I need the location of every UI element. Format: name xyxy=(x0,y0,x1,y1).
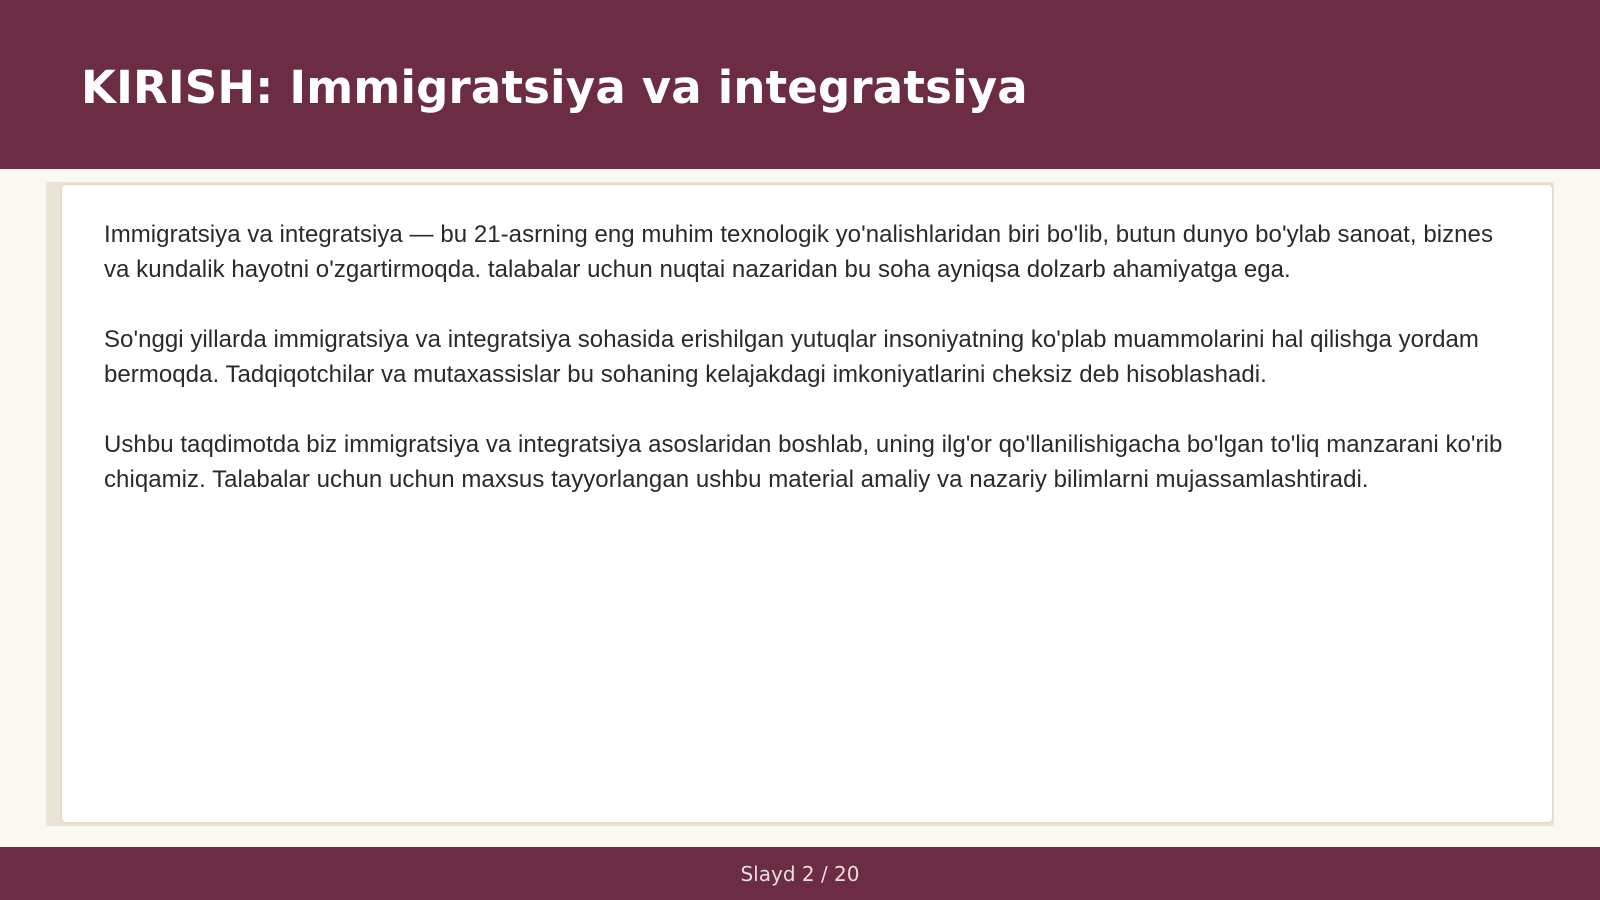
slide-footer xyxy=(0,847,1600,900)
slide-page-counter: Slayd 2 / 20 xyxy=(740,862,860,886)
slide-header xyxy=(0,0,1600,169)
content-card xyxy=(62,185,1552,822)
slide-title: KIRISH: Immigratsiya va integratsiya xyxy=(81,61,1028,114)
body-paragraph: Ushbu taqdimotda biz immigratsiya va integratsiya asoslaridan boshlab, uning ilg'or qo'llanilishigacha bo'lgan to'liq manzarani ko'rib chiqamiz. Talabalar uchun uchun maxsus tayyorlangan ushbu material amaliy va nazariy bilimlarni mujassamlashtiradi. xyxy=(104,431,1503,493)
slide-body xyxy=(104,217,1524,532)
body-paragraph: Immigratsiya va integratsiya — bu 21-asrning eng muhim texnologik yo'nalishlaridan biri bo'lib, butun dunyo bo'ylab sanoat, biznes va kundalik hayotni o'zgartirmoqda. talabalar uchun nuqtai nazaridan bu soha ayniqsa dolzarb ahamiyatga ega. xyxy=(104,221,1494,283)
body-paragraph: So'nggi yillarda immigratsiya va integratsiya sohasida erishilgan yutuqlar insoniyatning ko'plab muammolarini hal qilishga yordam bermoqda. Tadqiqotchilar va mutaxassislar bu sohaning kelajakdagi imkoniyatlarini cheksiz deb hisoblashadi. xyxy=(104,326,1479,388)
